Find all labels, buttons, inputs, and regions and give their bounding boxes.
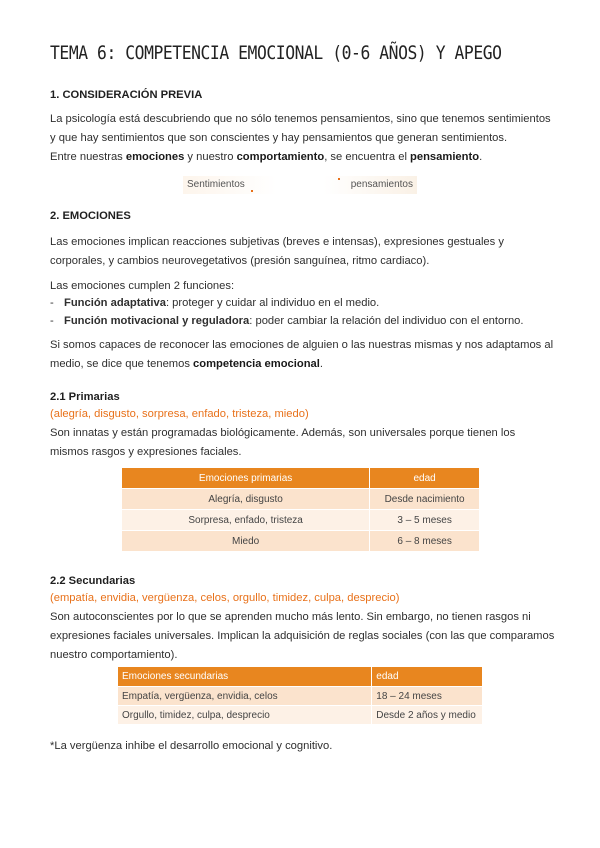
text-span: . [319, 358, 323, 370]
table-header-row [122, 468, 479, 489]
table-cell: 3 – 5 meses [370, 510, 479, 531]
text-line: La psicología está descubriendo que no sólo tenemos pensamientos, sino que tenemos sentimientos [50, 113, 551, 125]
subsection-heading-secundarias: 2.2 Secundarias [50, 575, 136, 587]
table-row [118, 687, 482, 706]
bold-comportamiento: comportamiento [236, 151, 325, 163]
bullet-bold: Función adaptativa [64, 297, 166, 309]
flow-dot [338, 178, 340, 180]
bullet-text: : proteger y cuidar al individuo en el medio. [165, 297, 380, 309]
bullet-dash: - [50, 297, 54, 309]
table-row [122, 531, 479, 552]
subsection-heading-primarias: 2.1 Primarias [50, 391, 120, 403]
flow-label-right: pensamientos [350, 179, 413, 190]
text-line: Son autoconscientes por lo que se aprenden mucho más lento. Sin embargo, no tienen rasgos ni [50, 611, 531, 623]
table-row [122, 510, 479, 531]
text-line: Son innatas y están programadas biológicamente. Además, son universales porque tienen los [50, 427, 516, 439]
text-span: y nuestro [184, 151, 237, 163]
text-line: y que hay sentimientos que son conscientes y hay pensamientos que generan sentimientos. [50, 132, 508, 144]
table-cell: Sorpresa, enfado, tristeza [122, 510, 370, 531]
table-header-cell: Emociones primarias [122, 468, 370, 489]
paragraph-emociones-2: Las emociones cumplen 2 funciones: [50, 280, 235, 292]
text-span: medio, se dice que tenemos [50, 358, 194, 370]
footnote: *La vergüenza inhibe el desarrollo emocional y cognitivo. [50, 740, 333, 752]
flow-dot [251, 190, 253, 192]
table-row [118, 706, 482, 725]
flow-label-left: Sentimientos [187, 179, 245, 190]
paragraph-primarias [50, 424, 560, 462]
table-header-cell: Emociones secundarias [118, 667, 372, 687]
text-line: Las emociones implican reacciones subjetivas (breves e intensas), expresiones gestuales y [50, 236, 504, 248]
table-cell: Desde 2 años y medio [372, 706, 482, 725]
section-heading-emociones: 2. EMOCIONES [50, 210, 131, 222]
text-line: mismos rasgos y expresiones faciales. [50, 446, 242, 458]
table-cell: 6 – 8 meses [370, 531, 479, 552]
text-line: nuestro comportamiento). [50, 649, 178, 661]
table-header-cell: edad [372, 667, 482, 687]
paragraph-consideracion-2 [50, 148, 560, 167]
sentimientos-pensamientos-diagram [183, 176, 417, 194]
table-cell: Orgullo, timidez, culpa, desprecio [118, 706, 372, 725]
text-line: expresiones faciales universales. Implican la adquisición de reglas sociales (con las que comparamos [50, 630, 555, 642]
paragraph-secundarias [50, 608, 560, 665]
table-row [122, 489, 479, 510]
table-emociones-secundarias [118, 667, 482, 724]
table-cell: Empatía, vergüenza, envidia, celos [118, 687, 372, 706]
bullet-funcion-motivacional [50, 312, 524, 331]
bold-emociones: emociones [125, 151, 185, 163]
bold-pensamiento: pensamiento [410, 151, 480, 163]
text-span: Entre nuestras [50, 151, 126, 163]
table-cell: 18 – 24 meses [372, 687, 482, 706]
bullet-dash: - [50, 315, 54, 327]
table-cell: Miedo [122, 531, 370, 552]
table-header-row [118, 667, 482, 687]
paragraph-emociones-1 [50, 233, 560, 271]
text-line: corporales, y cambios neurovegetativos (presión sanguínea, ritmo cardiaco). [50, 255, 430, 267]
bullet-funcion-adaptativa [50, 294, 379, 313]
primarias-list: (alegría, disgusto, sorpresa, enfado, tristeza, miedo) [50, 408, 309, 420]
paragraph-competencia [50, 336, 560, 374]
table-header-cell: edad [370, 468, 479, 489]
section-heading-consideracion: 1. CONSIDERACIÓN PREVIA [50, 89, 203, 101]
bullet-text: : poder cambiar la relación del individuo con el entorno. [249, 315, 524, 327]
paragraph-consideracion-1 [50, 110, 560, 148]
table-emociones-primarias [122, 468, 479, 551]
table-cell: Alegría, disgusto [122, 489, 370, 510]
text-span: , se encuentra el [324, 151, 411, 163]
text-line: Si somos capaces de reconocer las emociones de alguien o las nuestras mismas y nos adaptamos al [50, 339, 554, 351]
bullet-bold: Función motivacional y reguladora [64, 315, 250, 327]
page-title: TEMA 6: COMPETENCIA EMOCIONAL (0-6 AÑOS) Y APEGO [50, 42, 502, 64]
bold-competencia-emocional: competencia emocional [193, 358, 320, 370]
table-cell: Desde nacimiento [370, 489, 479, 510]
text-span: . [479, 151, 483, 163]
secundarias-list: (empatía, envidia, vergüenza, celos, orgullo, timidez, culpa, desprecio) [50, 592, 400, 604]
